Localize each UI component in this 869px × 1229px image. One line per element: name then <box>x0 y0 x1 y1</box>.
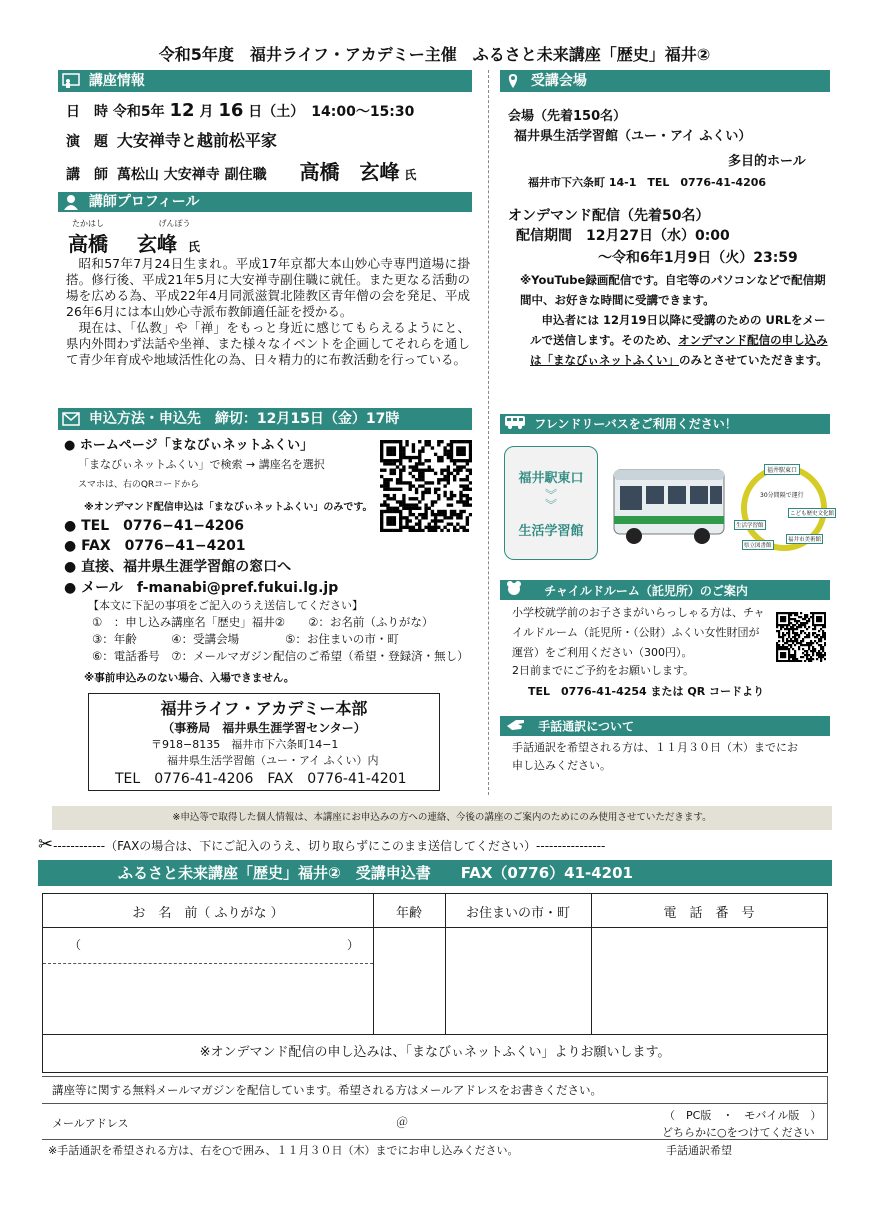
apply-mail: ● メール f-manabi@pref.fukui.lg.jp <box>64 580 339 596</box>
theme-label: 演 題 <box>66 134 108 150</box>
items-row-2: ③：年齢 ④：受講会場 ⑤：お住まいの市・町 <box>92 632 399 646</box>
scissors-icon: ✂ <box>38 834 54 852</box>
pc-mobile-note: どちらかに○をつけてください <box>662 1126 815 1139</box>
profile-name <box>68 228 200 257</box>
profile-text <box>66 256 470 368</box>
sign-note: ※手話通訳を希望される方は、右を○で囲み、１１月３０日（木）までにお申し込みください。 <box>48 1144 519 1157</box>
apply-fax-value: FAX 0776−41−4201 <box>81 538 246 554</box>
date-year: 令和5年 <box>112 104 165 120</box>
mail-divider <box>42 1103 828 1104</box>
bus-from: 福井駅東口 <box>518 471 584 486</box>
route-stop-top: 福井駅東口 <box>764 464 800 475</box>
profile-para-1: 昭和57年7月24日生まれ。平成17年京都大本山妙心寺専門道場に掛搭。修行後、平成21年5月に大安禅寺副住職に就任。また更なる活動の場を広める為、平成22年4月同派滋賀北陸教区青年僧の会を発足、平成26年6月には本山妙心寺派布教師適任証を授かる。 <box>66 256 470 319</box>
hq-name: 福井ライフ・アカデミー本部 <box>160 699 368 718</box>
lecturer-row <box>66 156 416 185</box>
bus-heading: フレンドリーバスをご利用ください！ <box>534 417 737 431</box>
profile-heading: 講師プロフィール <box>88 194 200 210</box>
ondemand-period: 配信期間 12月27日（水）0:00 <box>516 228 730 244</box>
hq-box <box>88 693 440 791</box>
apply-hp-label: ホームページ「まなびぃネットふくい」 <box>79 438 314 453</box>
ondemand-label: オンデマンド配信（先着50名） <box>508 208 710 224</box>
ondemand-note-2 <box>530 310 832 370</box>
childroom-header <box>500 580 830 600</box>
childroom-text: 小学校就学前のお子さまがいらっしゃる方は、チャイルドルーム（託児所・（公財）ふくい女性財団が運営）をご利用ください（300円）。 <box>512 606 765 659</box>
route-stop-bottom-right: 福井市美術館 <box>786 534 823 544</box>
hq-office: （事務局 福井県生涯学習センター） <box>162 721 366 735</box>
bus-route-map <box>734 452 835 562</box>
date-month: 12 <box>169 100 195 121</box>
teddy-bear-icon <box>506 580 522 602</box>
sign-heading: 手話通訳について <box>538 719 634 734</box>
column-divider <box>488 70 489 795</box>
sign-header <box>500 716 830 736</box>
hand-icon <box>506 716 526 738</box>
ondemand-note-2b: オンデマンド配信の申し込みは「まなびぃネットふくい」 <box>530 333 828 367</box>
page-title: 令和5年度 福井ライフ・アカデミー主催 ふるさと未来講座「歴史」福井② <box>158 45 711 64</box>
items-row-1: ① ：申し込み講座名「歴史」福井② ②：お名前（ふりがな） <box>92 615 434 629</box>
person-icon <box>62 194 80 210</box>
route-stop-bottom-left: 県立図書館 <box>742 540 774 550</box>
apply-mail-value: メール f-manabi@pref.fukui.lg.jp <box>81 580 339 596</box>
col-tel-header: 電 話 番 号 <box>663 906 755 921</box>
name-suffix: 氏 <box>187 240 200 254</box>
name-field[interactable] <box>43 964 373 1034</box>
cut-dashes-left: ------------ <box>53 839 106 852</box>
ondemand-note-2c: のみとさせていただきます。 <box>679 353 828 367</box>
sign-wish-option[interactable]: 手話通訳希望 <box>666 1144 732 1157</box>
hq-address-1: 〒918−8135 福井市下六条町14−1 <box>151 738 339 751</box>
childroom-tel: TEL 0776-41-4254 または QR コードより <box>528 685 765 698</box>
profile-para-2: 現在は、「仏教」や「禅」をもっと身近に感じてもらえるようにと、県内外問わず法話や坐禅、また様々なイベントを企画してそれらを通して青少年育成や地域活性化の為、日々精力的に布教活動を行っている。 <box>66 320 470 367</box>
mail-icon <box>62 411 80 427</box>
apply-hp-sub1: 「まなびぃネットふくい」で検索 → 講座名を選択 <box>78 458 325 471</box>
venue-header <box>500 70 830 92</box>
cut-note: （FAXの場合は、下にご記入のうえ、切り取らずにこのまま送信してください） <box>105 839 537 852</box>
apply-tel-value: TEL 0776−41−4206 <box>81 518 245 534</box>
childroom-qr-code[interactable] <box>776 612 826 662</box>
paren-open: （ <box>69 938 82 952</box>
fill-note: 【本文に下記の事項をご記入のうえ送信してください】 <box>88 599 363 612</box>
pc-mobile-option[interactable]: （ PC版 ・ モバイル版 ） <box>664 1109 822 1122</box>
lecturer-affiliation: 萬松山 大安禅寺 副住職 <box>116 167 267 183</box>
mail-magazine-box <box>42 1076 828 1140</box>
furigana-field[interactable] <box>43 928 373 964</box>
city-field[interactable] <box>446 928 590 1034</box>
items-row-3: ⑥：電話番号 ⑦：メールマガジン配信のご希望（希望・登録済・無し） <box>92 649 469 663</box>
lecturer-label: 講 師 <box>66 167 108 183</box>
route-stop-right: こども歴史文化館 <box>788 508 836 518</box>
at-sign: ＠ <box>396 1115 409 1129</box>
route-interval: 30分間隔で運行 <box>760 492 804 499</box>
paren-close: ） <box>347 938 360 952</box>
apply-fax: ● FAX 0776−41−4201 <box>64 538 246 554</box>
no-contact-note: ※事前申込みのない場合、入場できません。 <box>84 672 295 684</box>
mail-address-label: メールアドレス <box>52 1117 129 1130</box>
bus-photo <box>606 460 730 546</box>
bus-icon <box>504 415 526 435</box>
ondemand-note: ※オンデマンド配信申込は「まなびぃネットふくい」のみです。 <box>84 502 373 513</box>
venue-hall: 多目的ホール <box>728 154 806 169</box>
venue-heading: 受講会場 <box>530 73 587 89</box>
ruby-given: げんぽう <box>158 219 191 228</box>
sign-text: 手話通訳を希望される方は、１１月３０日（木）までにお申し込みください。 <box>512 741 798 772</box>
name-family: 高橋 <box>68 232 108 256</box>
bus-header <box>500 414 830 434</box>
application-form <box>42 893 828 1073</box>
childroom-deadline: 2日前までにご予約をお願いします。 <box>512 664 695 677</box>
ruby-family: たかはし <box>72 219 104 228</box>
ondemand-period-end: ～令和6年1月9日（火）23:59 <box>598 250 798 266</box>
profile-header <box>58 192 472 212</box>
theme-value: 大安禅寺と越前松平家 <box>116 131 277 150</box>
lecture-icon <box>62 73 80 89</box>
col-age-header: 年齢 <box>395 906 422 921</box>
route-stop-left: 生活学習館 <box>734 520 766 530</box>
apply-tel: ● TEL 0776−41−4206 <box>64 518 245 534</box>
privacy-note <box>52 806 832 830</box>
age-field[interactable] <box>374 928 444 1034</box>
apply-qr-code[interactable] <box>380 440 472 532</box>
chevrons-down-icon: ︾ ︾ <box>544 488 557 512</box>
bus-to: 生活学習館 <box>518 524 584 539</box>
apply-hp: ● ホームページ「まなびぃネットふくい」 <box>64 438 314 453</box>
date-row <box>66 100 414 121</box>
tel-field[interactable] <box>592 928 826 1034</box>
ondemand-note-1: ※YouTube録画配信です。自宅等のパソコンなどで配信期間中、お好きな時間に受講できます。 <box>520 273 826 307</box>
course-info-heading: 講座情報 <box>88 73 145 89</box>
apply-counter-value: 直接、福井県生涯学習館の窓口へ <box>81 559 292 575</box>
name-given: 玄峰 <box>136 232 177 256</box>
venue-address: 福井市下六条町 14-1 TEL 0776-41-4206 <box>528 176 767 189</box>
form-ondemand-row <box>43 1034 827 1072</box>
mail-magazine-note: 講座等に関する無料メールマガジンを配信しています。希望される方はメールアドレスをお書きください。 <box>52 1083 602 1097</box>
col-city-header: お住まいの市・町 <box>465 906 570 921</box>
apply-header <box>58 408 472 430</box>
col-name-header: お 名 前（ ふりがな ） <box>132 906 284 921</box>
hq-contact: TEL 0776-41-4206 FAX 0776-41-4201 <box>115 771 407 787</box>
hq-address-2: 福井県生活学習館（ユー・アイ ふくい）内 <box>167 754 379 767</box>
apply-heading: 申込方法・申込先 締切：12月15日（金）17時 <box>88 411 400 427</box>
privacy-text: ※申込等で取得した個人情報は、本講座にお申込みの方への連絡、今後の講座のご案内のためにのみ使用させていただきます。 <box>172 812 712 823</box>
apply-hp-sub2: スマホは、右のQRコードから <box>78 480 200 490</box>
apply-counter: ● 直接、福井県生涯学習館の窓口へ <box>64 559 292 575</box>
venue-label: 会場（先着150名） <box>508 109 627 124</box>
lecturer-name: 高橋 玄峰 <box>299 160 400 184</box>
course-info-header <box>58 70 472 92</box>
map-pin-icon <box>504 73 522 89</box>
date-day: 16 <box>218 100 244 121</box>
form-title: ふるさと未来講座「歴史」福井② 受講申込書 FAX（0776）41-4201 <box>118 864 633 882</box>
bus-route-box <box>504 446 598 560</box>
date-label: 日 時 <box>66 104 108 120</box>
cut-dashes-right: ---------------- <box>536 839 606 852</box>
date-month-unit: 月 <box>199 104 214 120</box>
date-time: 日（土） 14:00～15:30 <box>248 104 415 120</box>
childroom-heading: チャイルドルーム（託児所）のご案内 <box>544 583 748 598</box>
ondemand-note-2a: 申込者には 12月19日以降に受講のための URLをメールで送信します。そのため、 <box>530 313 826 347</box>
theme-row <box>66 128 277 151</box>
form-title-bar <box>38 860 832 886</box>
venue-name: 福井県生活学習館（ユー・アイ ふくい） <box>514 129 752 144</box>
form-ondemand-text: ※オンデマンド配信の申し込みは、「まなびぃネットふくい」よりお願いします。 <box>199 1045 671 1060</box>
cut-line <box>38 834 832 852</box>
lecturer-suffix: 氏 <box>404 168 417 182</box>
